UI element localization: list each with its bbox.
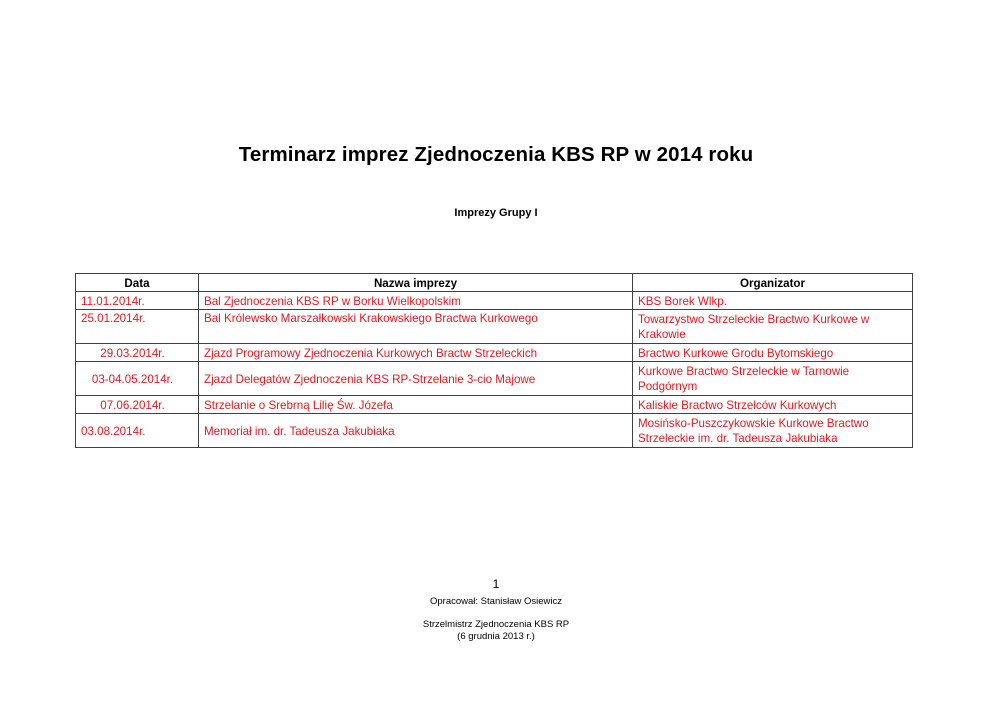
page-subtitle: Imprezy Grupy I [454,207,538,219]
event-organizer: KBS Borek Wlkp. [633,292,913,310]
footer-author: Opracował: Stanisław Osiewicz [430,596,562,607]
event-organizer: Kurkowe Bractwo Strzeleckie w Tarnowie Podgórnym [633,362,913,396]
footer-date: (6 grudnia 2013 r.) [457,631,535,642]
event-name: Bal Królewsko Marszałkowski Krakowskiego Bractwa Kurkowego [199,310,633,344]
event-name: Strzelanie o Srebrną Lilię Św. Józefa [199,396,633,414]
event-date: 11.01.2014r. [76,292,199,310]
page-number: 1 [492,577,500,591]
page-title: Terminarz imprez Zjednoczenia KBS RP w 2014 roku [238,143,754,166]
column-header-date: Data [76,274,199,292]
table-row [76,414,913,448]
event-organizer: Kaliskie Bractwo Strzelców Kurkowych [633,396,913,414]
event-date: 29.03.2014r. [76,344,199,362]
column-header-event-name: Nazwa imprezy [199,274,633,292]
event-name: Zjazd Delegatów Zjednoczenia KBS RP-Strzelanie 3-cio Majowe [199,362,633,396]
event-name: Memoriał im. dr. Tadeusza Jakubiaka [199,414,633,448]
event-date: 03.08.2014r. [76,414,199,448]
table-row [76,310,913,344]
event-organizer: Mosińsko-Puszczykowskie Kurkowe Bractwo Strzeleckie im. dr. Tadeusza Jakubiaka [633,414,913,448]
column-header-organizer: Organizator [633,274,913,292]
table-row [76,344,913,362]
event-organizer: Towarzystwo Strzeleckie Bractwo Kurkowe w Krakowie [633,310,913,344]
event-name: Bal Zjednoczenia KBS RP w Borku Wielkopolskim [199,292,633,310]
events-table [75,273,913,448]
event-name: Zjazd Programowy Zjednoczenia Kurkowych Bractw Strzeleckich [199,344,633,362]
event-date: 07.06.2014r. [76,396,199,414]
table-row [76,292,913,310]
event-organizer: Bractwo Kurkowe Grodu Bytomskiego [633,344,913,362]
table-row [76,396,913,414]
event-date: 25.01.2014r. [76,310,199,344]
footer-role: Strzelmistrz Zjednoczenia KBS RP [422,619,570,630]
table-row [76,362,913,396]
table-header-row [76,274,913,292]
event-date: 03-04.05.2014r. [76,362,199,396]
